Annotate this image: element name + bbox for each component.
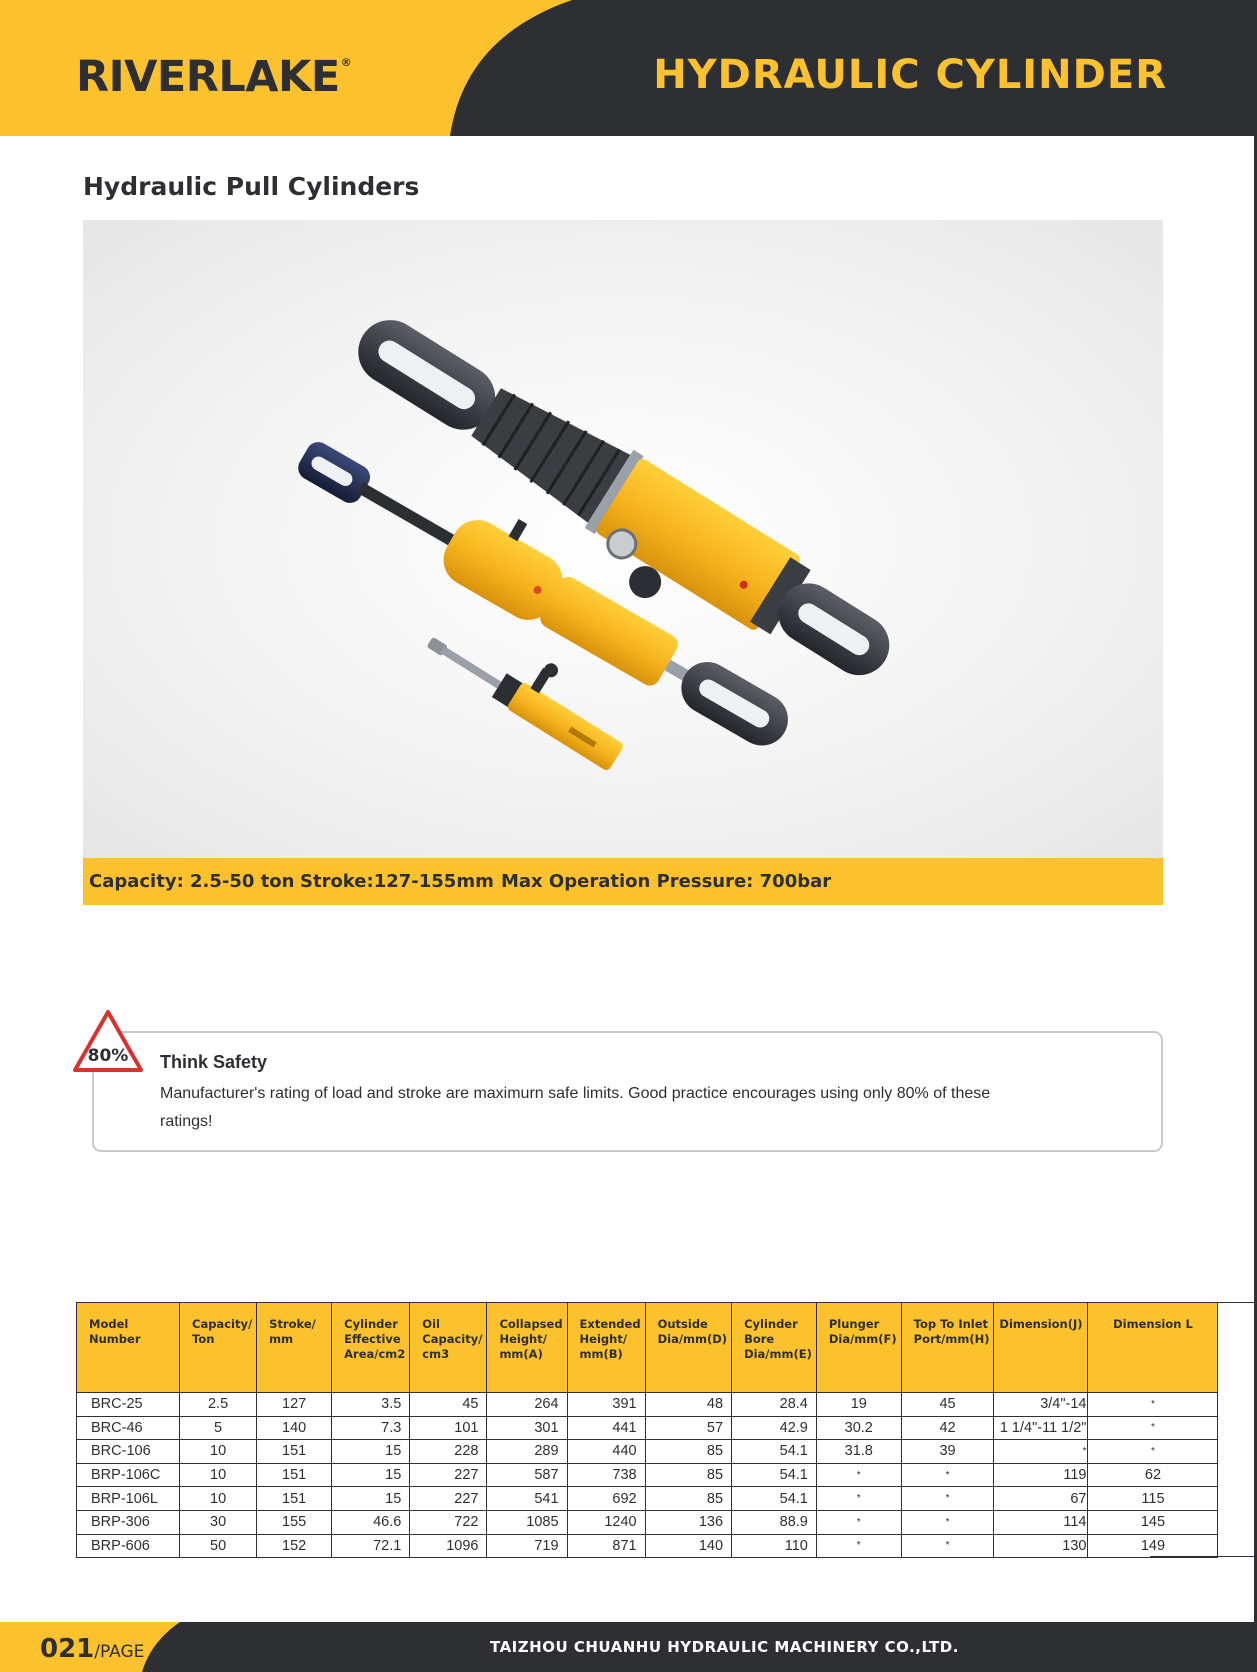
cell-plunger-dia: 30.2 — [816, 1416, 901, 1440]
cell-effective-area: 15 — [332, 1440, 410, 1464]
cell-extended-height: 441 — [567, 1416, 645, 1440]
cell-dimension-j: 119 — [994, 1463, 1088, 1487]
cell-top-to-inlet: * — [901, 1463, 994, 1487]
cell-model: BRC-106 — [77, 1440, 180, 1464]
cell-capacity: 10 — [180, 1487, 257, 1511]
cell-model: BRP-306 — [77, 1510, 180, 1534]
cell-stroke: 151 — [257, 1463, 332, 1487]
table-row — [77, 1510, 1218, 1534]
cell-stroke: 151 — [257, 1440, 332, 1464]
cell-top-to-inlet: 39 — [901, 1440, 994, 1464]
cell-collapsed-height: 289 — [487, 1440, 567, 1464]
table-row — [77, 1416, 1218, 1440]
cell-top-to-inlet: 45 — [901, 1393, 994, 1417]
cell-top-to-inlet: * — [901, 1487, 994, 1511]
cell-oil-capacity: 1096 — [410, 1534, 487, 1558]
cell-plunger-dia: * — [816, 1463, 901, 1487]
spec-bar — [83, 858, 1163, 905]
cell-dimension-j: 67 — [994, 1487, 1088, 1511]
cell-bore-dia: 54.1 — [732, 1440, 817, 1464]
page-header — [0, 0, 1257, 136]
cell-bore-dia: 54.1 — [732, 1487, 817, 1511]
cell-collapsed-height: 301 — [487, 1416, 567, 1440]
cell-oil-capacity: 227 — [410, 1487, 487, 1511]
table-row — [77, 1534, 1218, 1558]
cell-top-to-inlet: * — [901, 1510, 994, 1534]
cell-dimension-j: * — [994, 1440, 1088, 1464]
cell-dimension-l: 149 — [1088, 1534, 1218, 1558]
col-header-dimension-j: Dimension(J) — [994, 1303, 1088, 1393]
cell-oil-capacity: 228 — [410, 1440, 487, 1464]
cell-capacity: 2.5 — [180, 1393, 257, 1417]
cell-plunger-dia: * — [816, 1510, 901, 1534]
brand-logo: RIVERLAKE® — [76, 52, 352, 102]
cell-dimension-j: 3/4"-14 — [994, 1393, 1088, 1417]
cell-dimension-j: 1 1/4"-11 1/2" — [994, 1416, 1088, 1440]
col-header-capacity: Capacity/ Ton — [180, 1303, 257, 1393]
cell-oil-capacity: 45 — [410, 1393, 487, 1417]
col-header-outside-dia: Outside Dia/mm(D) — [645, 1303, 731, 1393]
cell-effective-area: 7.3 — [332, 1416, 410, 1440]
cell-collapsed-height: 1085 — [487, 1510, 567, 1534]
cell-oil-capacity: 101 — [410, 1416, 487, 1440]
cell-plunger-dia: * — [816, 1487, 901, 1511]
cell-top-to-inlet: 42 — [901, 1416, 994, 1440]
cell-collapsed-height: 719 — [487, 1534, 567, 1558]
cell-dimension-j: 114 — [994, 1510, 1088, 1534]
cell-outside-dia: 48 — [645, 1393, 731, 1417]
col-header-stroke: Stroke/ mm — [257, 1303, 332, 1393]
cell-extended-height: 1240 — [567, 1510, 645, 1534]
cell-plunger-dia: 31.8 — [816, 1440, 901, 1464]
stroke-spec: Stroke:127-155mm — [300, 871, 494, 892]
cell-collapsed-height: 541 — [487, 1487, 567, 1511]
cell-oil-capacity: 227 — [410, 1463, 487, 1487]
col-header-dimension-l: Dimension L — [1088, 1303, 1218, 1393]
col-header-plunger-dia: Plunger Dia/mm(F) — [816, 1303, 901, 1393]
cell-model: BRP-606 — [77, 1534, 180, 1558]
cell-bore-dia: 88.9 — [732, 1510, 817, 1534]
cell-capacity: 30 — [180, 1510, 257, 1534]
cell-stroke: 140 — [257, 1416, 332, 1440]
cell-extended-height: 440 — [567, 1440, 645, 1464]
cell-stroke: 152 — [257, 1534, 332, 1558]
cell-extended-height: 692 — [567, 1487, 645, 1511]
cell-capacity: 10 — [180, 1440, 257, 1464]
section-title: Hydraulic Pull Cylinders — [83, 172, 420, 201]
safety-title: Think Safety — [160, 1052, 268, 1072]
cell-capacity: 50 — [180, 1534, 257, 1558]
cell-dimension-l: 145 — [1088, 1510, 1218, 1534]
pressure-spec: Max Operation Pressure: 700bar — [501, 871, 832, 892]
cell-model: BRC-46 — [77, 1416, 180, 1440]
cell-extended-height: 391 — [567, 1393, 645, 1417]
cell-effective-area: 15 — [332, 1463, 410, 1487]
cell-effective-area: 15 — [332, 1487, 410, 1511]
table-header-row — [77, 1303, 1218, 1393]
cell-outside-dia: 85 — [645, 1463, 731, 1487]
spec-table — [76, 1302, 1218, 1558]
cell-plunger-dia: * — [816, 1534, 901, 1558]
cell-dimension-l: 62 — [1088, 1463, 1218, 1487]
cell-capacity: 10 — [180, 1463, 257, 1487]
cell-plunger-dia: 19 — [816, 1393, 901, 1417]
cell-outside-dia: 85 — [645, 1440, 731, 1464]
cell-bore-dia: 54.1 — [732, 1463, 817, 1487]
cell-collapsed-height: 264 — [487, 1393, 567, 1417]
col-header-oil-capacity: Oil Capacity/ cm3 — [410, 1303, 487, 1393]
col-header-model: Model Number — [77, 1303, 180, 1393]
safety-badge-text: 80% — [87, 1046, 129, 1066]
cell-dimension-l: 115 — [1088, 1487, 1218, 1511]
product-photo — [83, 220, 1163, 858]
table-row — [77, 1393, 1218, 1417]
col-header-top-to-inlet: Top To Inlet Port/mm(H) — [901, 1303, 994, 1393]
cell-dimension-j: 130 — [994, 1534, 1088, 1558]
cell-capacity: 5 — [180, 1416, 257, 1440]
warning-triangle-icon — [71, 1008, 145, 1074]
cell-stroke: 151 — [257, 1487, 332, 1511]
cell-dimension-l: * — [1088, 1416, 1218, 1440]
cell-bore-dia: 42.9 — [732, 1416, 817, 1440]
cell-dimension-l: * — [1088, 1440, 1218, 1464]
cell-outside-dia: 57 — [645, 1416, 731, 1440]
cell-dimension-l: * — [1088, 1393, 1218, 1417]
col-header-effective-area: Cylinder Effective Area/cm2 — [332, 1303, 410, 1393]
table-row — [77, 1487, 1218, 1511]
header-title: HYDRAULIC CYLINDER — [653, 52, 1167, 98]
capacity-spec: Capacity: 2.5-50 ton — [89, 871, 295, 892]
cell-stroke: 127 — [257, 1393, 332, 1417]
cell-effective-area: 3.5 — [332, 1393, 410, 1417]
cell-outside-dia: 136 — [645, 1510, 731, 1534]
table-body — [77, 1393, 1218, 1558]
cell-effective-area: 72.1 — [332, 1534, 410, 1558]
cell-extended-height: 871 — [567, 1534, 645, 1558]
cell-stroke: 155 — [257, 1510, 332, 1534]
cell-model: BRP-106L — [77, 1487, 180, 1511]
cell-bore-dia: 28.4 — [732, 1393, 817, 1417]
cell-collapsed-height: 587 — [487, 1463, 567, 1487]
col-header-bore-dia: Cylinder Bore Dia/mm(E) — [732, 1303, 817, 1393]
cell-oil-capacity: 722 — [410, 1510, 487, 1534]
safety-text: Manufacturer's rating of load and stroke are maximurn safe limits. Good practice encourages using only 80% of these ratings! — [160, 1085, 991, 1130]
page-number: 021/PAGE — [40, 1634, 145, 1664]
table-row — [77, 1440, 1218, 1464]
cell-extended-height: 738 — [567, 1463, 645, 1487]
company-name: TAIZHOU CHUANHU HYDRAULIC MACHINERY CO.,LTD. — [490, 1638, 959, 1656]
cell-top-to-inlet: * — [901, 1534, 994, 1558]
col-header-collapsed-height: Collapsed Height/ mm(A) — [487, 1303, 567, 1393]
cell-bore-dia: 110 — [732, 1534, 817, 1558]
cell-outside-dia: 85 — [645, 1487, 731, 1511]
cell-outside-dia: 140 — [645, 1534, 731, 1558]
table-row — [77, 1463, 1218, 1487]
cell-effective-area: 46.6 — [332, 1510, 410, 1534]
cell-model: BRP-106C — [77, 1463, 180, 1487]
pull-cylinders-illustration — [83, 220, 1163, 858]
cell-model: BRC-25 — [77, 1393, 180, 1417]
col-header-extended-height: Extended Height/ mm(B) — [567, 1303, 645, 1393]
